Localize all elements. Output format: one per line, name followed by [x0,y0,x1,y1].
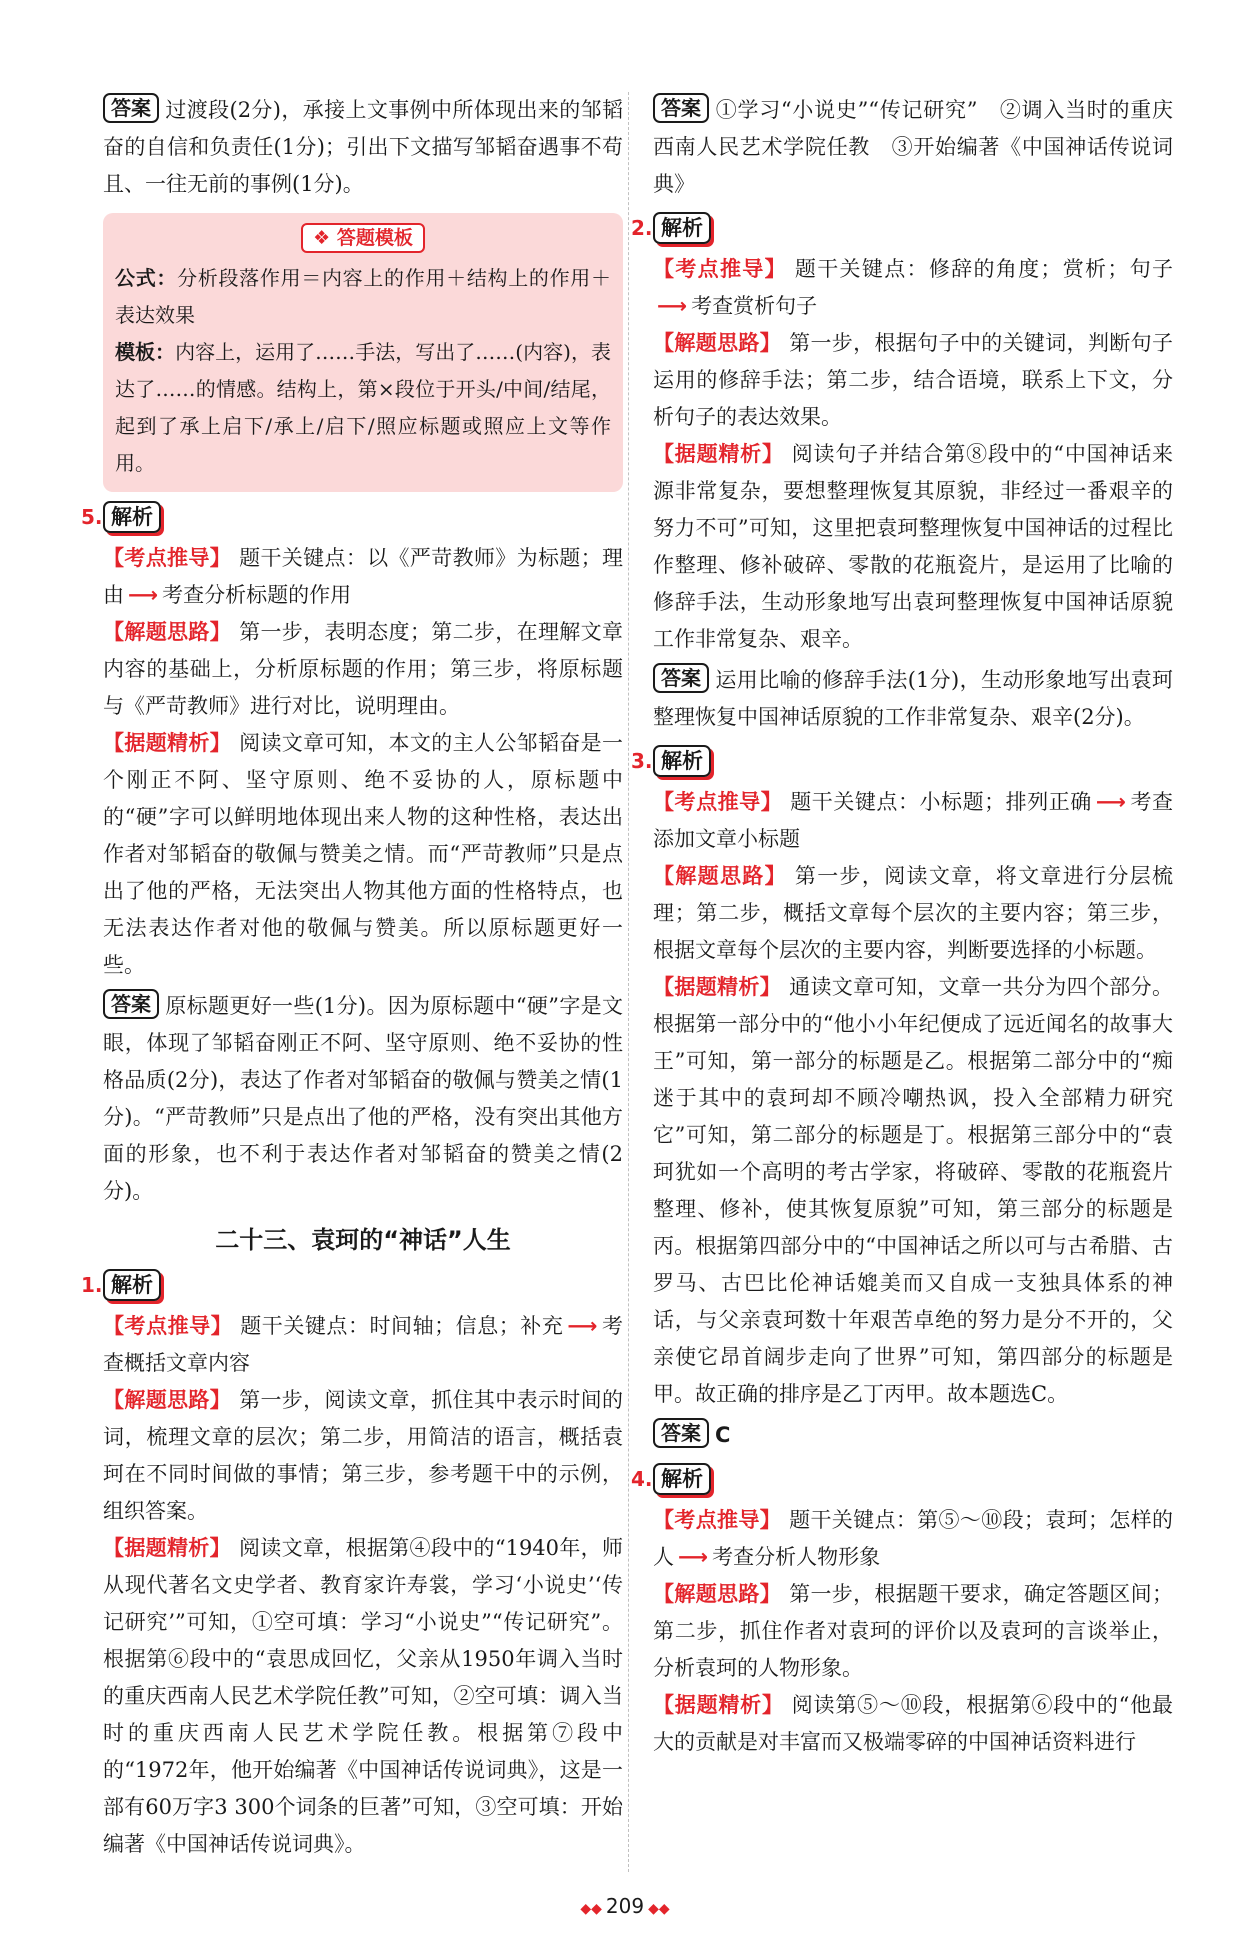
q1-header: 1. 解析 [81,1266,623,1304]
right-column [631,92,1174,1761]
q4-jingxi: 【据题精析】 阅读第⑤～⑩段，根据第⑥段中的“他最大的贡献是对丰富而又极端零碎的中国神话资料进行 [653,1693,1174,1754]
q2-jingxi: 【据题精析】 阅读句子并结合第⑧段中的“中国神话来源非常复杂，要想整理恢复其原貌，非经过一番艰辛的努力不可”可知，这里把袁珂整理恢复中国神话的过程比作整理、修补破碎、零散的花瓶瓷片，是运用了比喻的修辞手法，生动形象地写出袁珂整理恢复中国神话原貌工作非常复杂、艰辛。 [653,442,1174,651]
section-title: 二十三、袁珂的“神话”人生 [215,1226,511,1254]
q3-answer: 答案 C [653,1417,1173,1454]
arrow-right-icon: ⟶ [657,294,688,318]
answer-tag: 答案 [103,93,159,123]
layers-icon: ❖ [313,227,337,249]
column-divider [628,92,629,1872]
q5-header: 5. 解析 [81,498,623,536]
q5-kaodian: 【考点推导】 题干关键点：以《严苛教师》为标题；理由 ⟶ 考查分析标题的作用 [103,546,624,607]
answer-text: 过渡段(2分)，承接上文事例中所体现出来的邹韬奋的自信和负责任(1分)；引出下文描写邹韬奋遇事不苟且、一往无前的事例(1分)。 [103,98,623,196]
template-model: 模板：内容上，运用了……手法，写出了……(内容)，表达了……的情感。结构上，第×段位于开头/中间/结尾，起到了承上启下/承上/启下/照应标题或照应上文等作用。 [115,340,612,475]
answer-template-box [103,213,623,492]
analysis-tag: 解析 [653,745,711,777]
q5-jingxi: 【据题精析】 阅读文章可知，本文的主人公邹韬奋是一个刚正不阿、坚守原则、绝不妥协的人，原标题中的“硬”字可以鲜明地体现出来人物的这种性格，表达出作者对邹韬奋的敬佩与赞美之情。而“严苛教师”只是点出了他的严格，无法突出人物其他方面的性格特点，也无法表达作者对他的敬佩与赞美。所以原标题更好一些。 [103,731,624,977]
answer-prev [103,92,623,203]
q1-kaodian: 【考点推导】 题干关键点：时间轴；信息；补充 ⟶ 考查概括文章内容 [103,1314,624,1375]
q4-kaodian: 【考点推导】 题干关键点：第⑤～⑩段；袁珂；怎样的人 ⟶ 考查分析人物形象 [653,1508,1174,1569]
q4-header: 4. 解析 [631,1460,1173,1498]
q3-silu: 【解题思路】 第一步，阅读文章，将文章进行分层梳理；第二步，概括文章每个层次的主要内容；第三步，根据文章每个层次的主要内容，判断要选择的小标题。 [653,864,1174,962]
q2-header: 2. 解析 [631,209,1173,247]
q1-silu: 【解题思路】 第一步，阅读文章，抓住其中表示时间的词，梳理文章的层次；第二步，用简洁的语言，概括袁珂在不同时间做的事情；第三步，参考题干中的示例，组织答案。 [103,1388,624,1523]
q1-jingxi: 【据题精析】 阅读文章，根据第④段中的“1940年，师从现代著名文史学者、教育家许寿裳，学习‘小说史’‘传记研究’”可知，①空可填：学习“小说史”“传记研究”。根据第⑥段中的“袁思成回忆，父亲从1950年调入当时的重庆西南人民艺术学院任教”可知，②空可填：调入当时的重庆西南人民艺术学院任教。根据第⑦段中的“1972年，他开始编著《中国神话传说词典》，这是一部有60万字3 300个词条的巨著”可知，③空可填：开始编著《中国神话传说词典》。 [103,1536,623,1856]
arrow-right-icon: ⟶ [128,583,159,607]
q3-jingxi: 【据题精析】 通读文章可知，文章一共分为四个部分。根据第一部分中的“他小小年纪便成了远近闻名的故事大王”可知，第一部分的标题是乙。根据第二部分中的“痴迷于其中的袁珂却不顾冷嘲热讽，投入全部精力研究它”可知，第二部分的标题是丁。根据第三部分中的“袁珂犹如一个高明的考古学家，将破碎、零散的花瓶瓷片整理、修补，使其恢复原貌”可知，第三部分的标题是丙。根据第四部分中的“中国神话之所以可与古希腊、古罗马、古巴比伦神话媲美而又自成一支独具体系的神话，与父亲袁珂数十年艰苦卓绝的努力是分不开的，父亲使它昂首阔步走向了世界”可知，第四部分的标题是甲。故正确的排序是乙丁丙甲。故本题选C。 [653,975,1174,1406]
q2-answer: 答案 运用比喻的修辞手法(1分)，生动形象地写出袁珂整理恢复中国神话原貌的工作非常复杂、艰辛(2分)。 [653,662,1173,736]
template-title: ❖ 答题模板 [301,223,425,253]
arrow-right-icon: ⟶ [1095,790,1126,814]
q5-answer: 答案 原标题更好一些(1分)。因为原标题中“硬”字是文眼，体现了邹韬奋刚正不阿、坚守原则、绝不妥协的性格品质(2分)，表达了作者对邹韬奋的敬佩与赞美之情(1分)。“严苛教师”只是点出了他的严格，没有突出其他方面的形象，也不利于表达作者对邹韬奋的赞美之情(2分)。 [103,988,623,1210]
analysis-tag: 解析 [103,1269,161,1301]
q2-kaodian: 【考点推导】 题干关键点：修辞的角度；赏析；句子⟶ 考查赏析句子 [653,257,1174,318]
template-formula: 公式：分析段落作用＝内容上的作用＋结构上的作用＋表达效果 [115,266,612,327]
analysis-tag: 解析 [103,501,161,533]
analysis-tag: 解析 [653,1463,711,1495]
arrow-right-icon: ⟶ [678,1545,709,1569]
q3-header: 3. 解析 [631,742,1173,780]
q5-silu: 【解题思路】 第一步，表明态度；第二步，在理解文章内容的基础上，分析原标题的作用；第三步，将原标题与《严苛教师》进行对比，说明理由。 [103,620,624,718]
left-column [81,92,624,1863]
q4-silu: 【解题思路】 第一步，根据题干要求，确定答题区间；第二步，抓住作者对袁珂的评价以及袁珂的言谈举止，分析袁珂的人物形象。 [653,1582,1174,1680]
analysis-tag: 解析 [653,212,711,244]
arrow-right-icon: ⟶ [567,1314,598,1338]
q2-silu: 【解题思路】 第一步，根据句子中的关键词，判断句子运用的修辞手法；第二步，结合语境，联系上下文，分析句子的表达效果。 [653,331,1174,429]
page-number: ◆◆ 209 ◆◆ [580,1894,670,1918]
q1-answer: 答案 ①学习“小说史”“传记研究” ②调入当时的重庆西南人民艺术学院任教 ③开始编著《中国神话传说词典》 [653,92,1173,203]
q3-kaodian: 【考点推导】 题干关键点：小标题；排列正确 ⟶ 考查添加文章小标题 [653,790,1174,851]
